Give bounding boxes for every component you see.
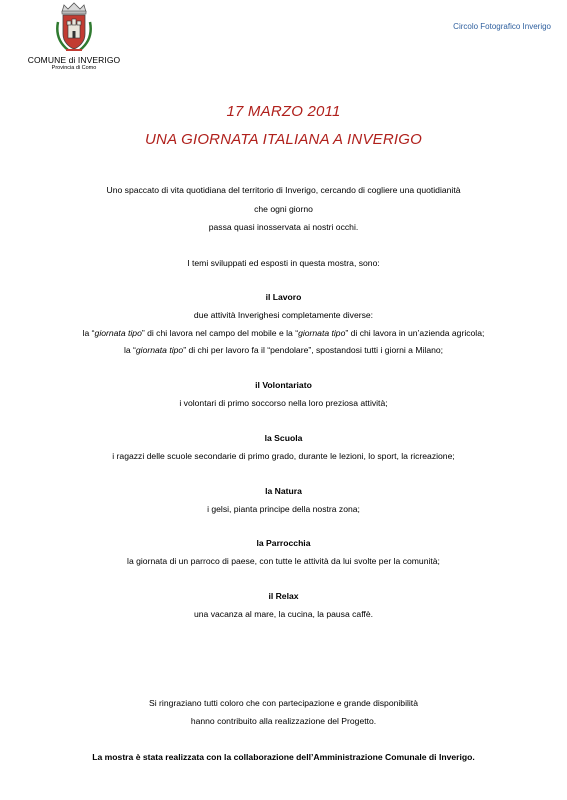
comune-di: di (68, 55, 76, 65)
lavoro-line-3-b: giornata tipo (135, 345, 184, 355)
lavoro-line-1: due attività Inverighesi completamente diverse: (193, 310, 374, 320)
heading-natura: la Natura (265, 486, 302, 496)
heading-relax: il Relax (268, 591, 299, 601)
organizer-name: Circolo Fotografico Inverigo (453, 22, 551, 31)
themes-intro: I temi sviluppati ed esposti in questa mostra, sono: (187, 258, 380, 268)
lavoro-line-2-c: ” di chi lavora nel campo del mobile e la “ (141, 328, 299, 338)
natura-line-1: i gelsi, pianta principe della nostra zona; (207, 504, 360, 514)
lavoro-line-2 (0, 328, 567, 338)
thanks-line-2: hanno contribuito alla realizzazione del Progetto. (190, 716, 377, 726)
footer-credit: La mostra è stata realizzata con la collaborazione dell’Amministrazione Comunale di Inverigo. (92, 752, 475, 762)
lavoro-line-3 (0, 345, 567, 355)
municipality-name (24, 55, 124, 65)
heading-parrocchia: la Parrocchia (256, 538, 311, 548)
thanks-line-1: Si ringraziano tutti coloro che con partecipazione e grande disponibilità (149, 698, 418, 708)
coat-of-arms-icon (54, 2, 94, 54)
parrocchia-line-1: la giornata di un parroco di paese, con tutte le attività da lui svolte per la comunità; (127, 556, 440, 566)
intro-line-2: che ogni giorno (254, 204, 313, 214)
lavoro-line-3-c: ” di chi per lavoro fa il “pendolare”, spostandosi tutti i giorni a Milano; (183, 345, 444, 355)
scuola-line-1: i ragazzi delle scuole secondarie di primo grado, durante le lezioni, lo sport, la ricreazione; (112, 451, 455, 461)
heading-scuola: la Scuola (264, 433, 303, 443)
event-date: 17 MARZO 2011 (226, 103, 341, 120)
heading-lavoro: il Lavoro (265, 292, 302, 302)
comune-city: INVERIGO (77, 55, 121, 65)
province-name: Provincia di Como (51, 65, 97, 71)
municipality-header (24, 2, 124, 72)
lavoro-line-3-a: la “ (123, 345, 136, 355)
comune-prefix: COMUNE (27, 55, 67, 65)
event-title: UNA GIORNATA ITALIANA A INVERIGO (145, 131, 422, 148)
intro-line-3: passa quasi inosservata ai nostri occhi. (208, 222, 359, 232)
lavoro-line-2-b: giornata tipo (94, 328, 142, 338)
lavoro-line-2-e: ” di chi lavora in un’azienda agricola; (345, 328, 485, 338)
heading-volontariato: il Volontariato (255, 380, 312, 390)
relax-line-1: una vacanza al mare, la cucina, la pausa caffè. (194, 609, 373, 619)
intro-line-1: Uno spaccato di vita quotidiana del territorio di Inverigo, cercando di cogliere una quotidianità (106, 185, 461, 195)
volontariato-line-1: i volontari di primo soccorso nella loro preziosa attività; (179, 398, 388, 408)
lavoro-line-2-d: giornata tipo (298, 328, 346, 338)
lavoro-line-2-a: la “ (82, 328, 95, 338)
